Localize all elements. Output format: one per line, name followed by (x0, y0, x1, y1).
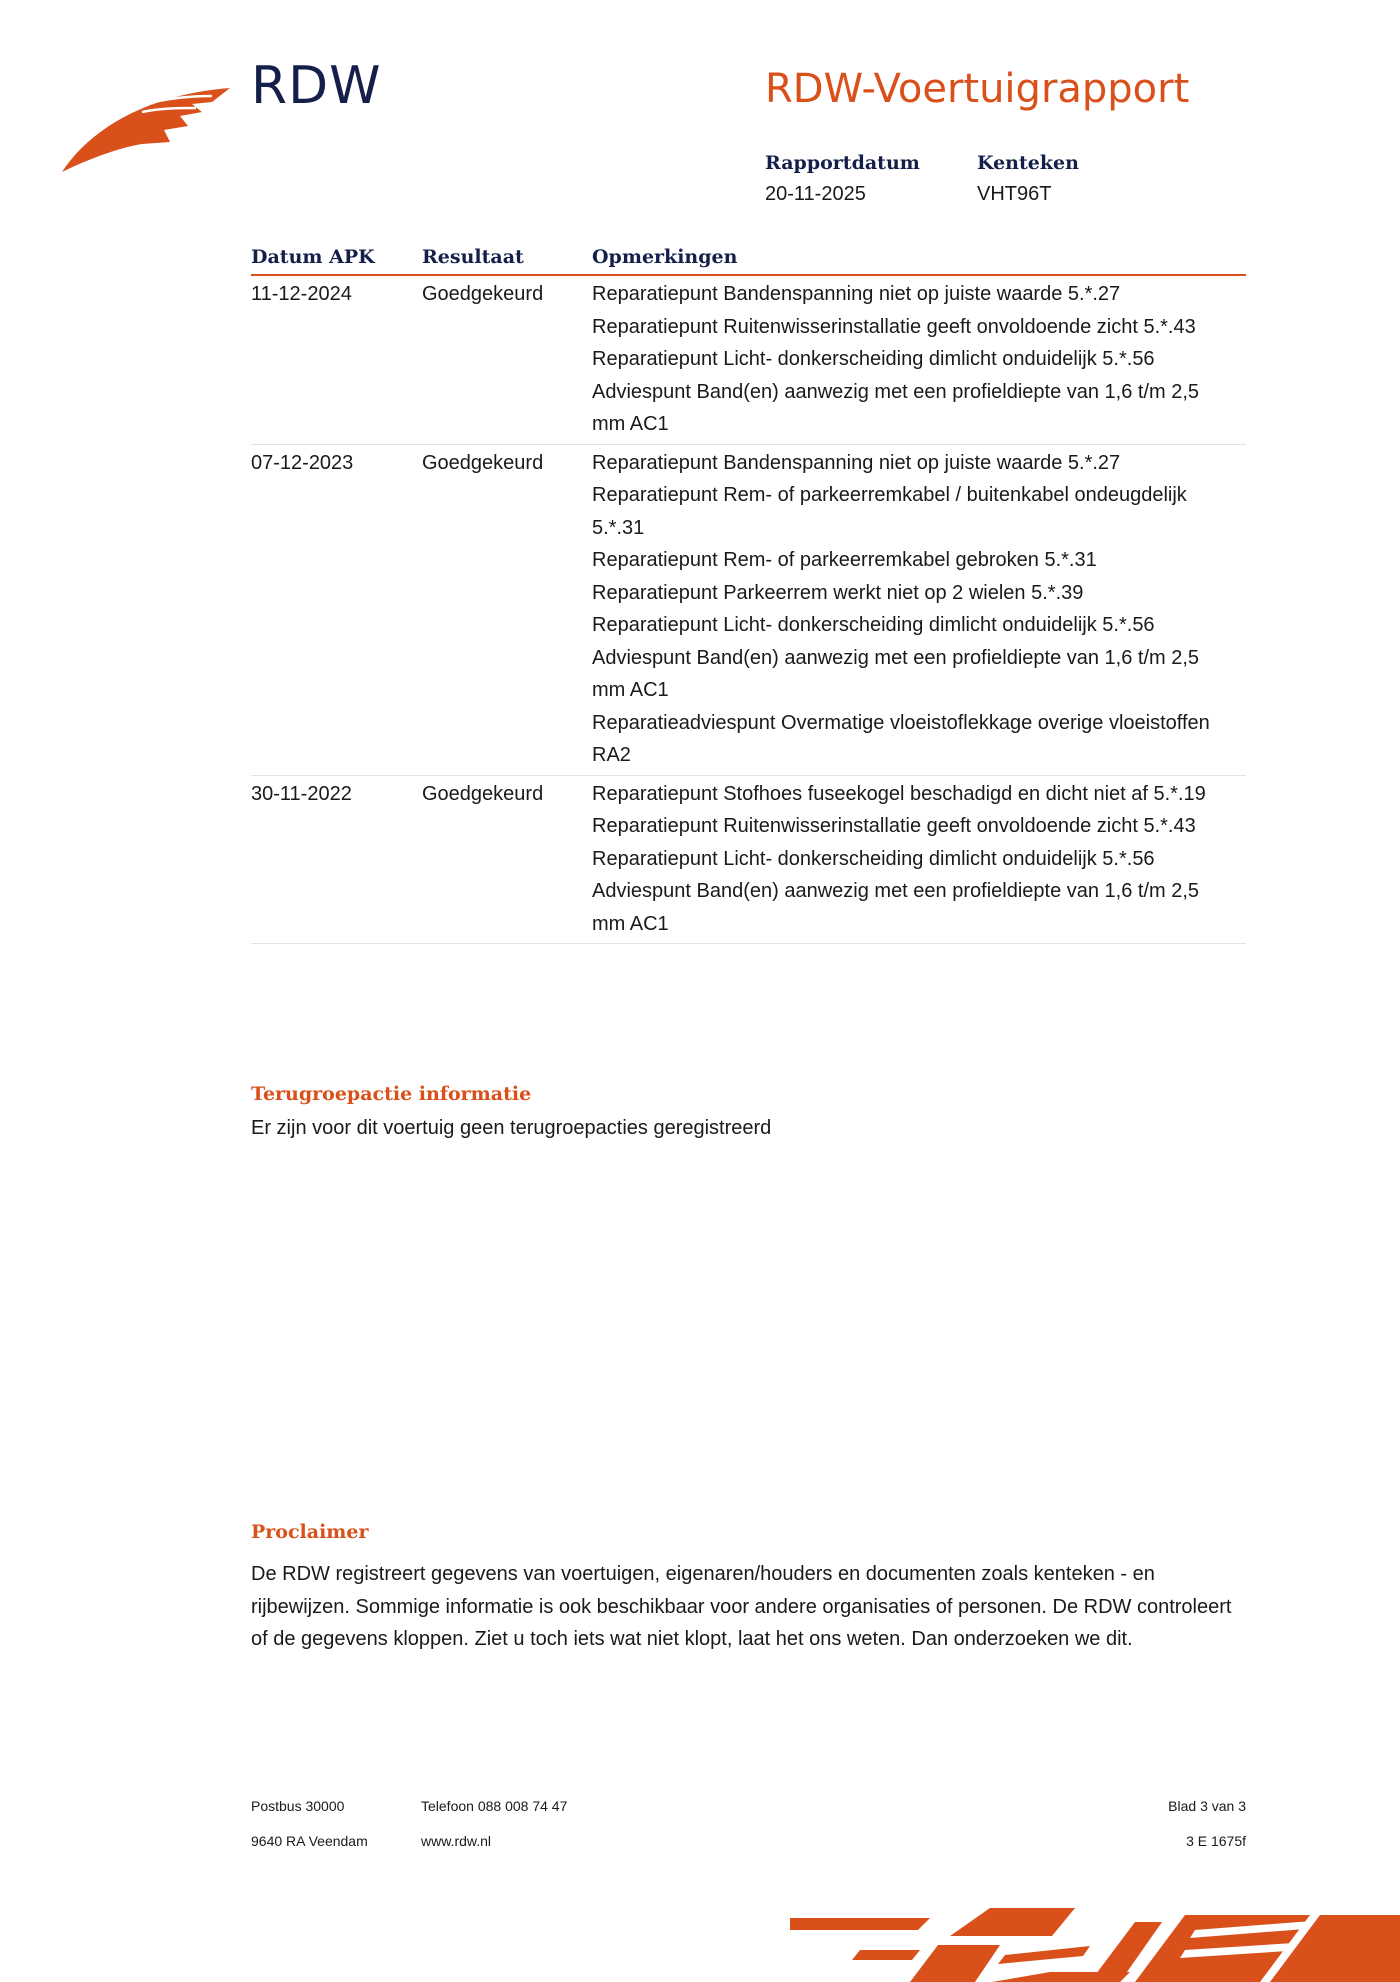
apk-remark-item: Reparatiepunt Stofhoes fuseekogel beschadigd en dicht niet af 5.*.19 (592, 782, 1206, 805)
apk-remark-item: Reparatiepunt Rem- of parkeerremkabel gebroken 5.*.31 (592, 549, 1097, 571)
column-header-remarks: Opmerkingen (592, 246, 738, 268)
table-header (251, 244, 1246, 276)
apk-result: Goedgekeurd (422, 283, 544, 305)
table-body (251, 276, 1246, 944)
footer-page-number: Blad 3 van 3 (1168, 1798, 1246, 1814)
apk-remarks (592, 778, 1232, 941)
rdw-logo-icon (62, 86, 232, 178)
recall-text: Er zijn voor dit voertuig geen terugroepacties geregistreerd (251, 1117, 772, 1139)
apk-remark-item: Reparatieadviespunt Overmatige vloeistoflekkage overige vloeistoffen RA2 (592, 711, 1210, 766)
table-row (251, 445, 1246, 776)
page-title: RDW-Voertuigrapport (765, 66, 1190, 112)
logo-text: RDW (251, 56, 382, 116)
apk-remark-item: Reparatiepunt Bandenspanning niet op juiste waarde 5.*.27 (592, 283, 1121, 305)
proclaimer-title: Proclaimer (251, 1521, 369, 1543)
footer-website[interactable]: www.rdw.nl (421, 1833, 492, 1849)
apk-date: 30-11-2022 (251, 782, 352, 805)
apk-remark-item: Reparatiepunt Licht- donkerscheiding dimlicht onduidelijk 5.*.56 (592, 847, 1155, 870)
apk-table (251, 244, 1246, 944)
report-date-value: 20-11-2025 (765, 183, 866, 205)
report-date-label: Rapportdatum (765, 152, 920, 174)
apk-result: Goedgekeurd (422, 782, 544, 805)
column-header-result: Resultaat (422, 246, 524, 268)
apk-remark-item: Adviespunt Band(en) aanwezig met een profieldiepte van 1,6 t/m 2,5 mm AC1 (592, 380, 1200, 435)
footer-postbus: Postbus 30000 (251, 1798, 345, 1814)
column-header-date: Datum APK (251, 246, 375, 268)
plate-label: Kenteken (977, 152, 1079, 174)
apk-remark-item: Adviespunt Band(en) aanwezig met een profieldiepte van 1,6 t/m 2,5 mm AC1 (592, 880, 1200, 935)
apk-remark-item: Reparatiepunt Ruitenwisserinstallatie geeft onvoldoende zicht 5.*.43 (592, 315, 1196, 338)
plate-value: VHT96T (977, 183, 1052, 205)
footer-code: 3 E 1675f (1186, 1833, 1246, 1849)
apk-date: 11-12-2024 (251, 283, 352, 305)
apk-result: Goedgekeurd (422, 451, 544, 474)
apk-remarks (592, 278, 1232, 441)
footer-city: 9640 RA Veendam (251, 1833, 368, 1849)
decorative-stripes-icon (790, 1900, 1400, 1982)
apk-remark-item: Adviespunt Band(en) aanwezig met een profieldiepte van 1,6 t/m 2,5 mm AC1 (592, 646, 1200, 701)
apk-remark-item: Reparatiepunt Licht- donkerscheiding dimlicht onduidelijk 5.*.56 (592, 348, 1155, 370)
apk-date: 07-12-2023 (251, 451, 354, 474)
apk-remarks (592, 447, 1232, 772)
apk-remark-item: Reparatiepunt Ruitenwisserinstallatie geeft onvoldoende zicht 5.*.43 (592, 815, 1196, 837)
apk-remark-item: Reparatiepunt Parkeerrem werkt niet op 2 wielen 5.*.39 (592, 581, 1084, 604)
apk-remark-item: Reparatiepunt Licht- donkerscheiding dimlicht onduidelijk 5.*.56 (592, 614, 1155, 636)
recall-title: Terugroepactie informatie (251, 1083, 532, 1105)
apk-remark-item: Reparatiepunt Bandenspanning niet op juiste waarde 5.*.27 (592, 451, 1121, 474)
footer-phone: Telefoon 088 008 74 47 (421, 1798, 568, 1814)
table-row (251, 776, 1246, 945)
apk-remark-item: Reparatiepunt Rem- of parkeerremkabel / buitenkabel ondeugdelijk 5.*.31 (592, 484, 1187, 539)
proclaimer-text: De RDW registreert gegevens van voertuigen, eigenaren/houders en documenten zoals kenteken - en rijbewijzen. Sommige informatie is ook beschikbaar voor andere organisaties of personen. De RDW controleert of de gegevens kloppen. Ziet u toch iets wat niet klopt, laat het ons weten. Dan onderzoeken we dit. (251, 1563, 1232, 1650)
table-row (251, 276, 1246, 445)
